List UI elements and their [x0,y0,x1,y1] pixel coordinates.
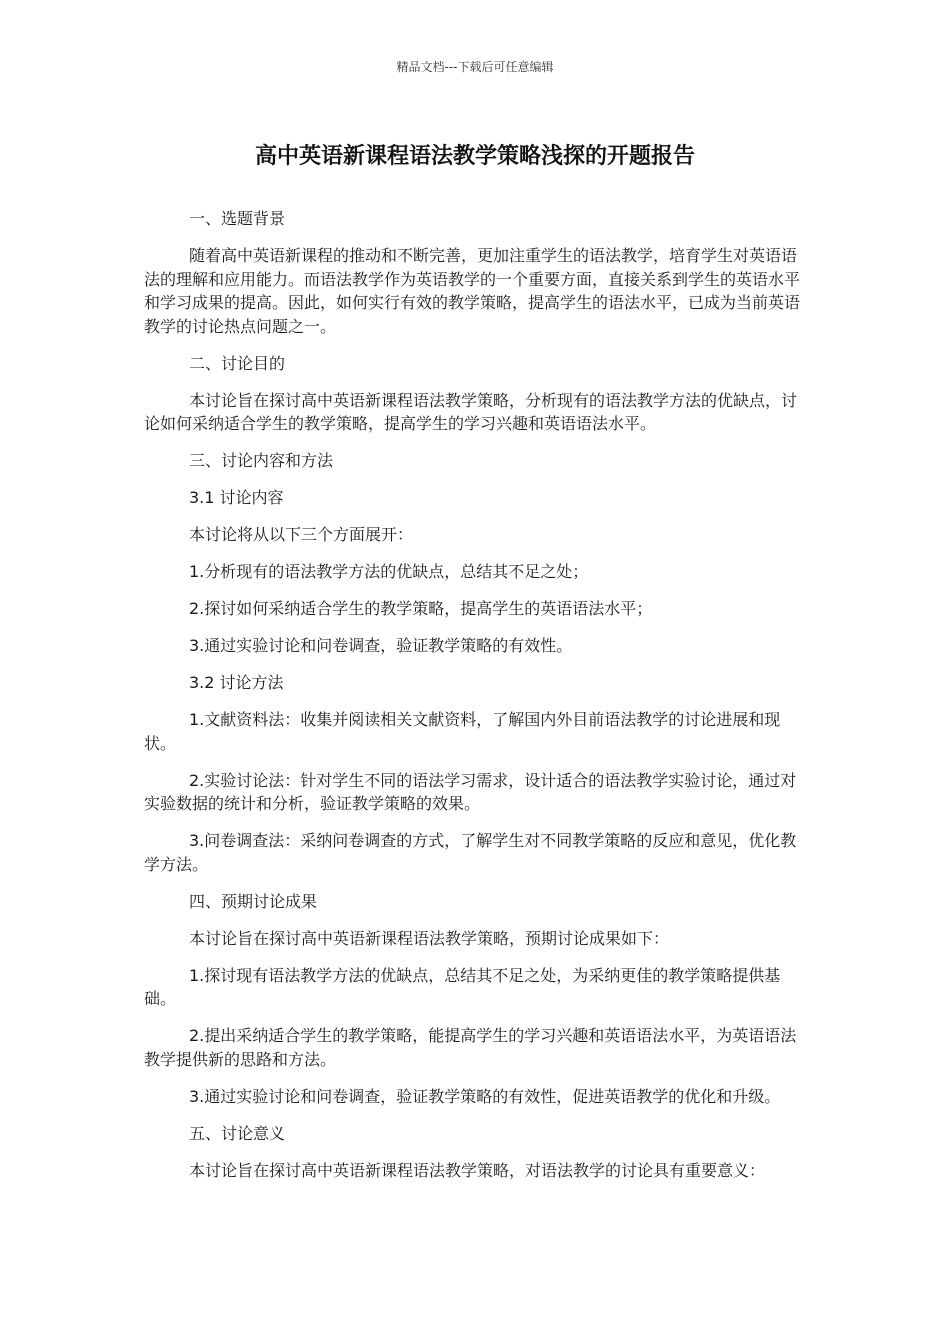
document-body [144,207,812,1196]
body-paragraph: 随着高中英语新课程的推动和不断完善，更加注重学生的语法教学，培育学生对英语语法的理解和应用能力。而语法教学作为英语教学的一个重要方面，直接关系到学生的英语水平和学习成果的提高。因此，如何实行有效的教学策略，提高学生的语法水平，已成为当前英语教学的讨论热点问题之一。 [144,246,801,336]
list-item: 1.文献资料法：收集并阅读相关文献资料，了解国内外目前语法教学的讨论进展和现状。 [144,710,781,753]
body-paragraph: 本讨论旨在探讨高中英语新课程语法教学策略，预期讨论成果如下： [189,928,670,948]
list-item: 2.探讨如何采纳适合学生的教学策略，提高学生的英语语法水平； [189,599,653,618]
list-item: 2.提出采纳适合学生的教学策略，能提高学生的学习兴趣和英语语法水平，为英语语法教学提供新的思路和方法。 [144,1026,797,1069]
body-paragraph: 本讨论将从以下三个方面展开： [189,525,414,544]
list-item: 1.探讨现有语法教学方法的优缺点，总结其不足之处，为采纳更佳的教学策略提供基础。 [144,965,781,1008]
body-paragraph: 本讨论旨在探讨高中英语新课程语法教学策略，对语法教学的讨论具有重要意义： [189,1160,766,1180]
subsection-heading: 3.1 讨论内容 [189,488,284,507]
section-heading: 三、讨论内容和方法 [189,451,334,470]
section-heading: 一、选题背景 [189,209,286,228]
section-heading: 二、讨论目的 [189,353,286,373]
section-heading: 四、预期讨论成果 [189,891,318,911]
page-header: 精品文档---下载后可任意编辑 [396,60,554,74]
list-item: 3.问卷调查法：采纳问卷调查的方式，了解学生对不同教学策略的反应和意见，优化教学方法。 [144,831,797,874]
body-paragraph: 本讨论旨在探讨高中英语新课程语法教学策略，分析现有的语法教学方法的优缺点，讨论如何采纳适合学生的教学策略，提高学生的学习兴趣和英语语法水平。 [144,390,798,433]
list-item: 3.通过实验讨论和问卷调查，验证教学策略的有效性。 [189,636,573,655]
list-item: 2.实验讨论法：针对学生不同的语法学习需求，设计适合的语法教学实验讨论，通过对实验数据的统计和分析，验证教学策略的效果。 [144,770,797,813]
list-item: 3.通过实验讨论和问卷调查，验证教学策略的有效性，促进英语教学的优化和升级。 [189,1086,781,1106]
list-item: 1.分析现有的语法教学方法的优缺点，总结其不足之处； [189,562,589,581]
section-heading: 五、讨论意义 [189,1123,286,1143]
document-title: 高中英语新课程语法教学策略浅探的开题报告 [254,144,695,169]
subsection-heading: 3.2 讨论方法 [189,673,284,692]
